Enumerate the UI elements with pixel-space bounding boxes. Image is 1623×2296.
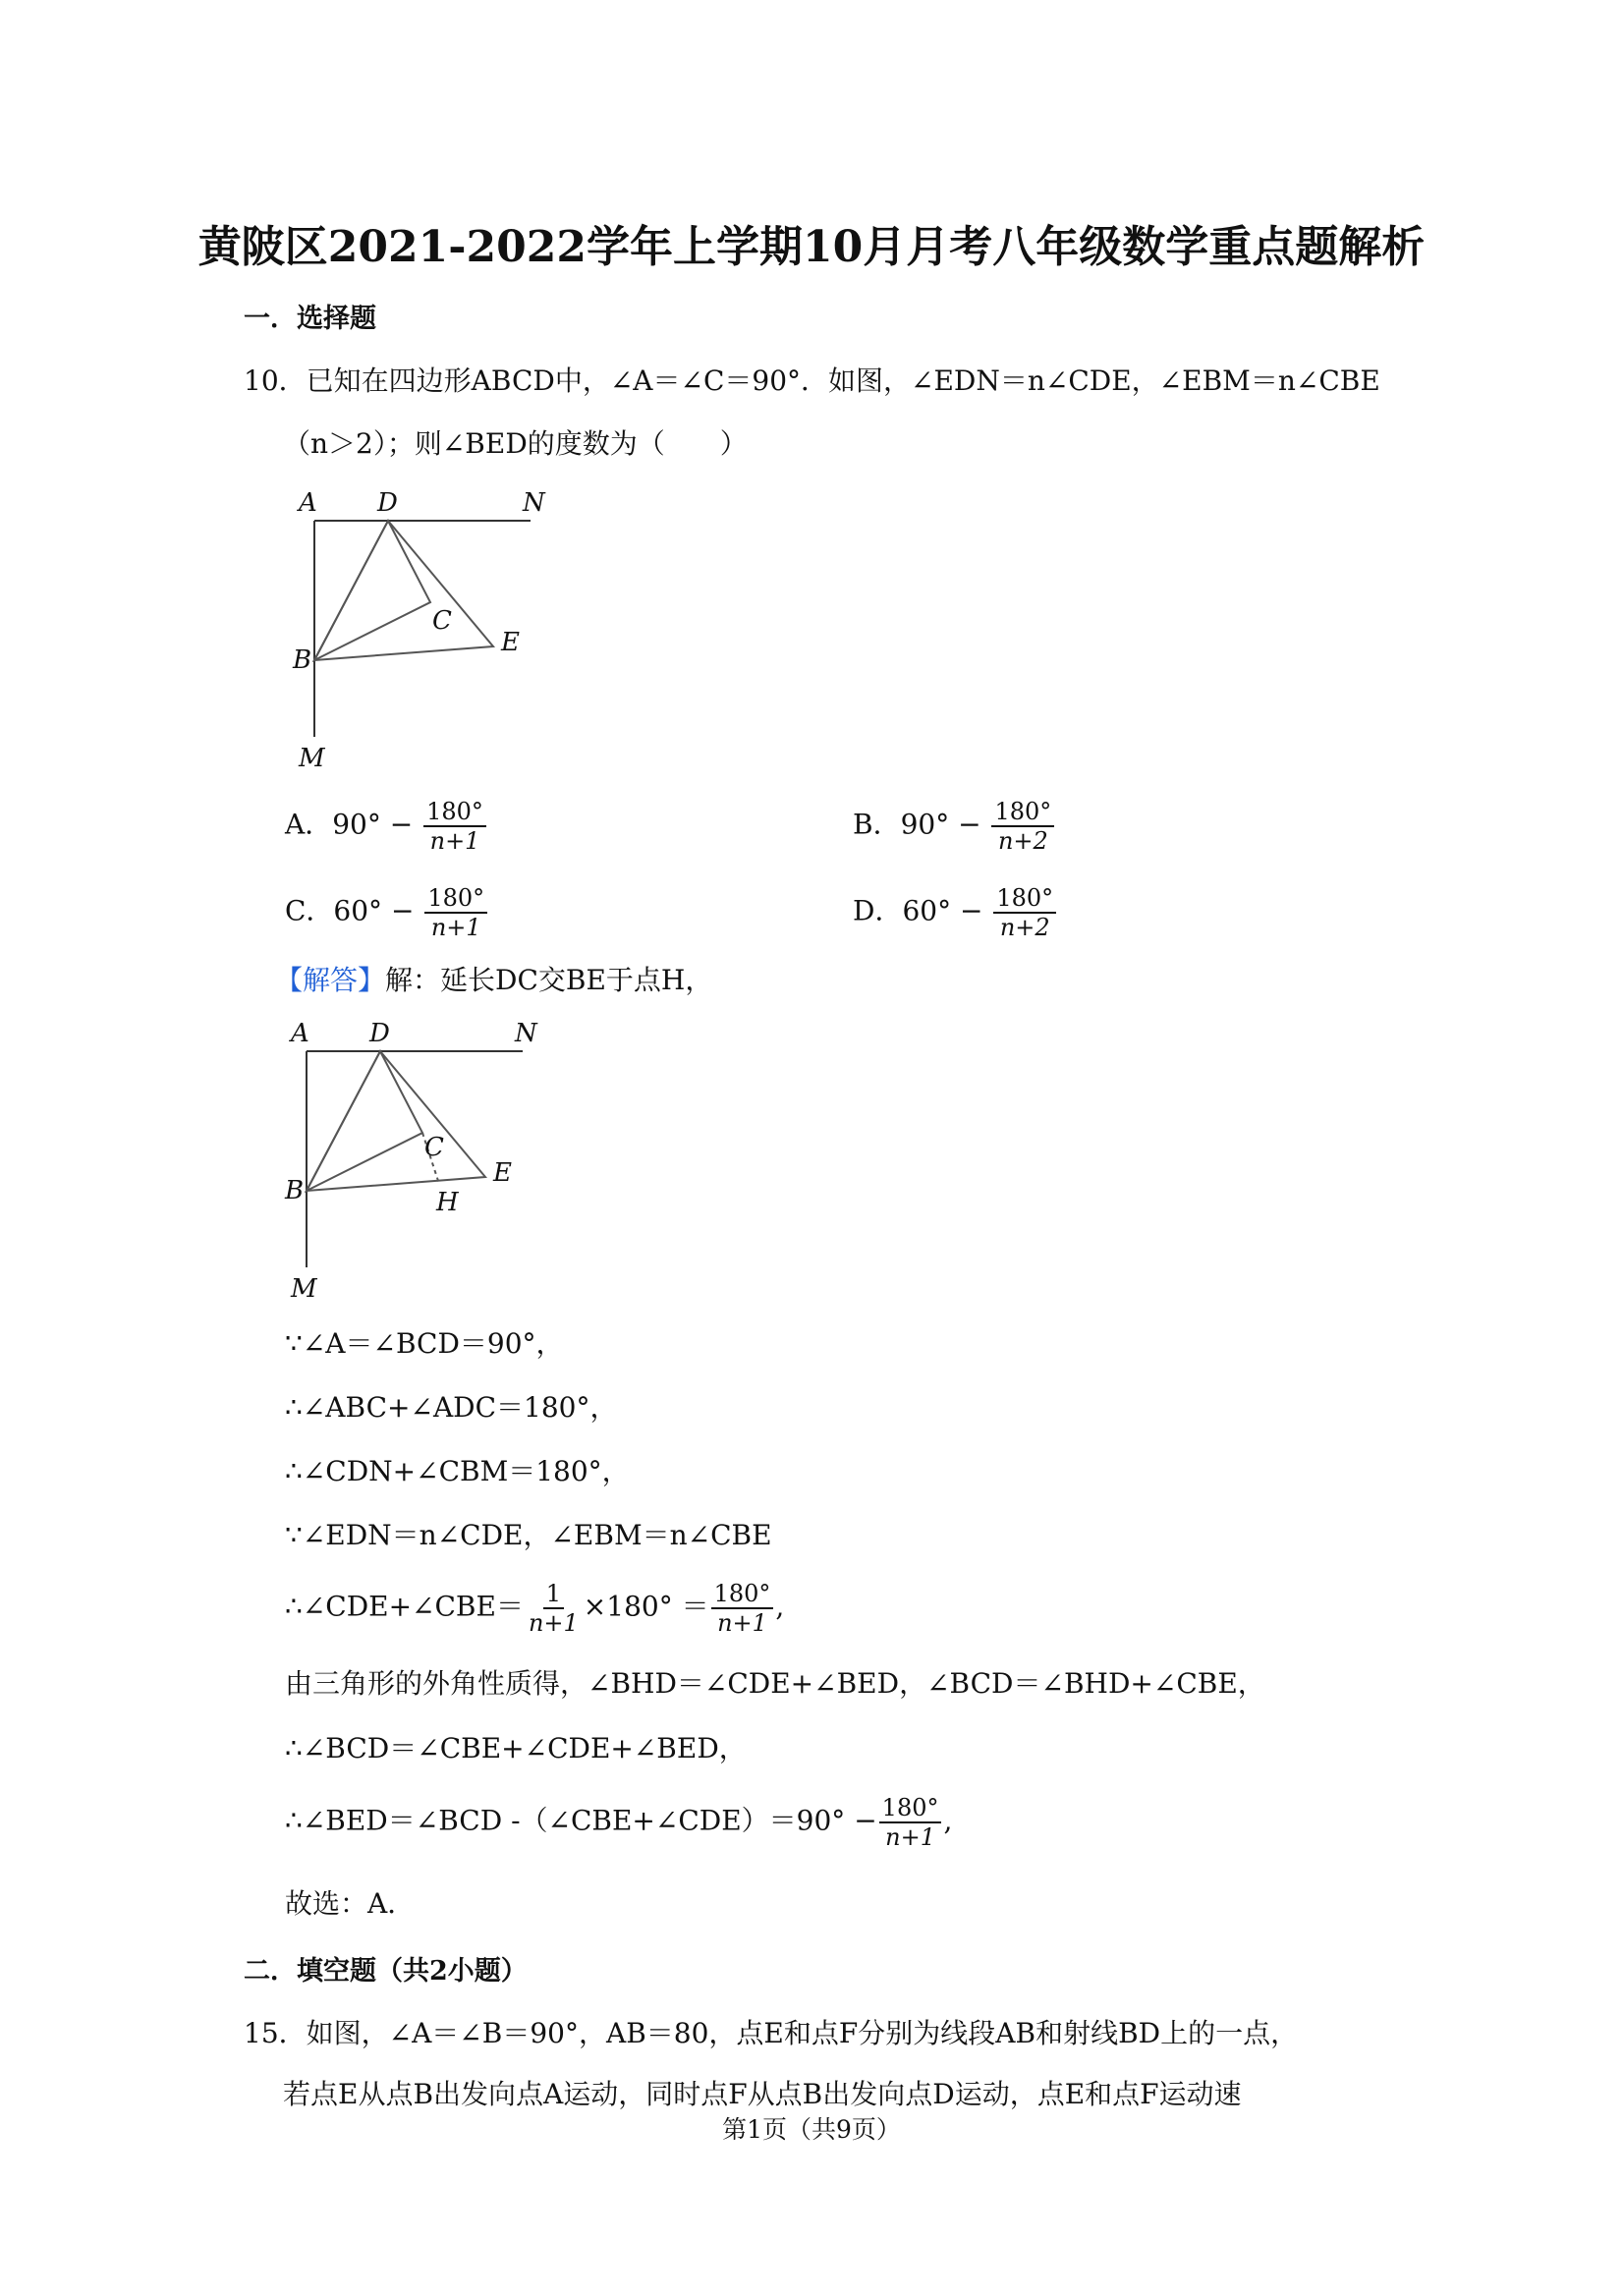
label-N: N [515,1019,537,1048]
solution-step-8 [285,1794,952,1851]
section-heading-choice: 一．选择题 [244,304,376,334]
solution-final: 故选：A． [285,1887,416,1920]
triangle-DEB [314,521,493,660]
solution-step-2: ∴∠ABC+∠ADC＝180°， [285,1391,618,1424]
label-E: E [501,628,520,657]
step-5-mid: ×180° ＝ [583,1590,709,1623]
step-5-post: , [775,1590,785,1623]
solution-step-4: ∵∠EDN＝n∠CDE，∠EBM＝n∠CBE [285,1519,772,1551]
label-M: M [291,1274,317,1304]
step-8-fraction: $\frac{180^\circ}{n+1}$ [879,1794,942,1851]
page-title: 黄陂区2021-2022学年上学期10月月考八年级数学重点题解析 [197,222,1426,272]
label-N: N [523,488,545,518]
label-A: A [291,1019,309,1048]
option-b-prefix: B．90° − [853,808,981,841]
solution-intro-line [275,961,712,1000]
solution-step-5 [285,1580,784,1637]
triangle-DEB [307,1051,485,1191]
solution-step-7: ∴∠BCD＝∠CBE+∠CDE+∠BED， [285,1732,747,1764]
option-a [285,798,488,855]
label-D: D [369,1019,390,1048]
label-E: E [493,1158,512,1188]
solution-step-1: ∵∠A＝∠BCD＝90°， [285,1327,564,1360]
section-heading-fill: 二．填空题（共2小题） [244,1956,528,1987]
label-H: H [436,1188,459,1217]
triangle-DCB [314,521,430,660]
question-10-figure [285,481,580,776]
step-5-fraction-1: $\frac{1}{n+1}$ [528,1580,579,1637]
label-A: A [299,488,317,518]
label-C: C [432,606,452,636]
step-5-pre: ∴∠CDE+∠CBE＝ [285,1590,524,1623]
option-d-fraction: $\frac{180^\circ}{n+2}$ [993,884,1056,941]
label-B: B [293,645,312,675]
question-10-line1: 10．已知在四边形ABCD中，∠A＝∠C＝90°．如图，∠EDN＝n∠CDE，∠EBM＝n∠CBE [244,364,1380,397]
option-a-fraction: $\frac{180^\circ}{n+1}$ [423,798,486,855]
solution-step-3: ∴∠CDN+∠CBM＝180°， [285,1455,630,1487]
triangle-DCB [307,1051,422,1191]
step-8-pre: ∴∠BED＝∠BCD -（∠CBE+∠CDE）＝90° − [285,1804,877,1837]
solution-step-6: 由三角形的外角性质得，∠BHD＝∠CDE+∠BED，∠BCD＝∠BHD+∠CBE， [285,1667,1265,1700]
option-a-prefix: A．90° − [285,808,414,841]
option-c [285,884,489,941]
solution-figure [277,1012,572,1307]
option-b [853,798,1056,855]
label-B: B [285,1176,305,1205]
question-15-line2: 若点E从点B出发向点A运动，同时点F从点B出发向点D运动，点E和点F运动速 [283,2078,1242,2110]
label-M: M [299,744,325,773]
option-b-fraction: $\frac{180^\circ}{n+2}$ [991,798,1054,855]
question-15-line1: 15．如图，∠A＝∠B＝90°，AB＝80，点E和点F分别为线段AB和射线BD上的一点， [244,2017,1299,2049]
option-c-fraction: $\frac{180^\circ}{n+1}$ [424,884,487,941]
step-5-fraction-2: $\frac{180^\circ}{n+1}$ [711,1580,774,1637]
solution-intro: 解：延长DC交BE于点H， [385,964,713,996]
label-C: C [424,1133,444,1162]
option-d-prefix: D．60° − [853,894,983,927]
answer-tag: 【解答】 [275,964,386,996]
option-d [853,884,1058,941]
question-10-line2: （n＞2）；则∠BED的度数为（ ） [283,427,748,460]
label-D: D [377,488,398,518]
page-footer: 第1页（共9页） [722,2115,901,2144]
step-8-post: , [943,1804,953,1837]
option-c-prefix: C．60° − [285,894,415,927]
